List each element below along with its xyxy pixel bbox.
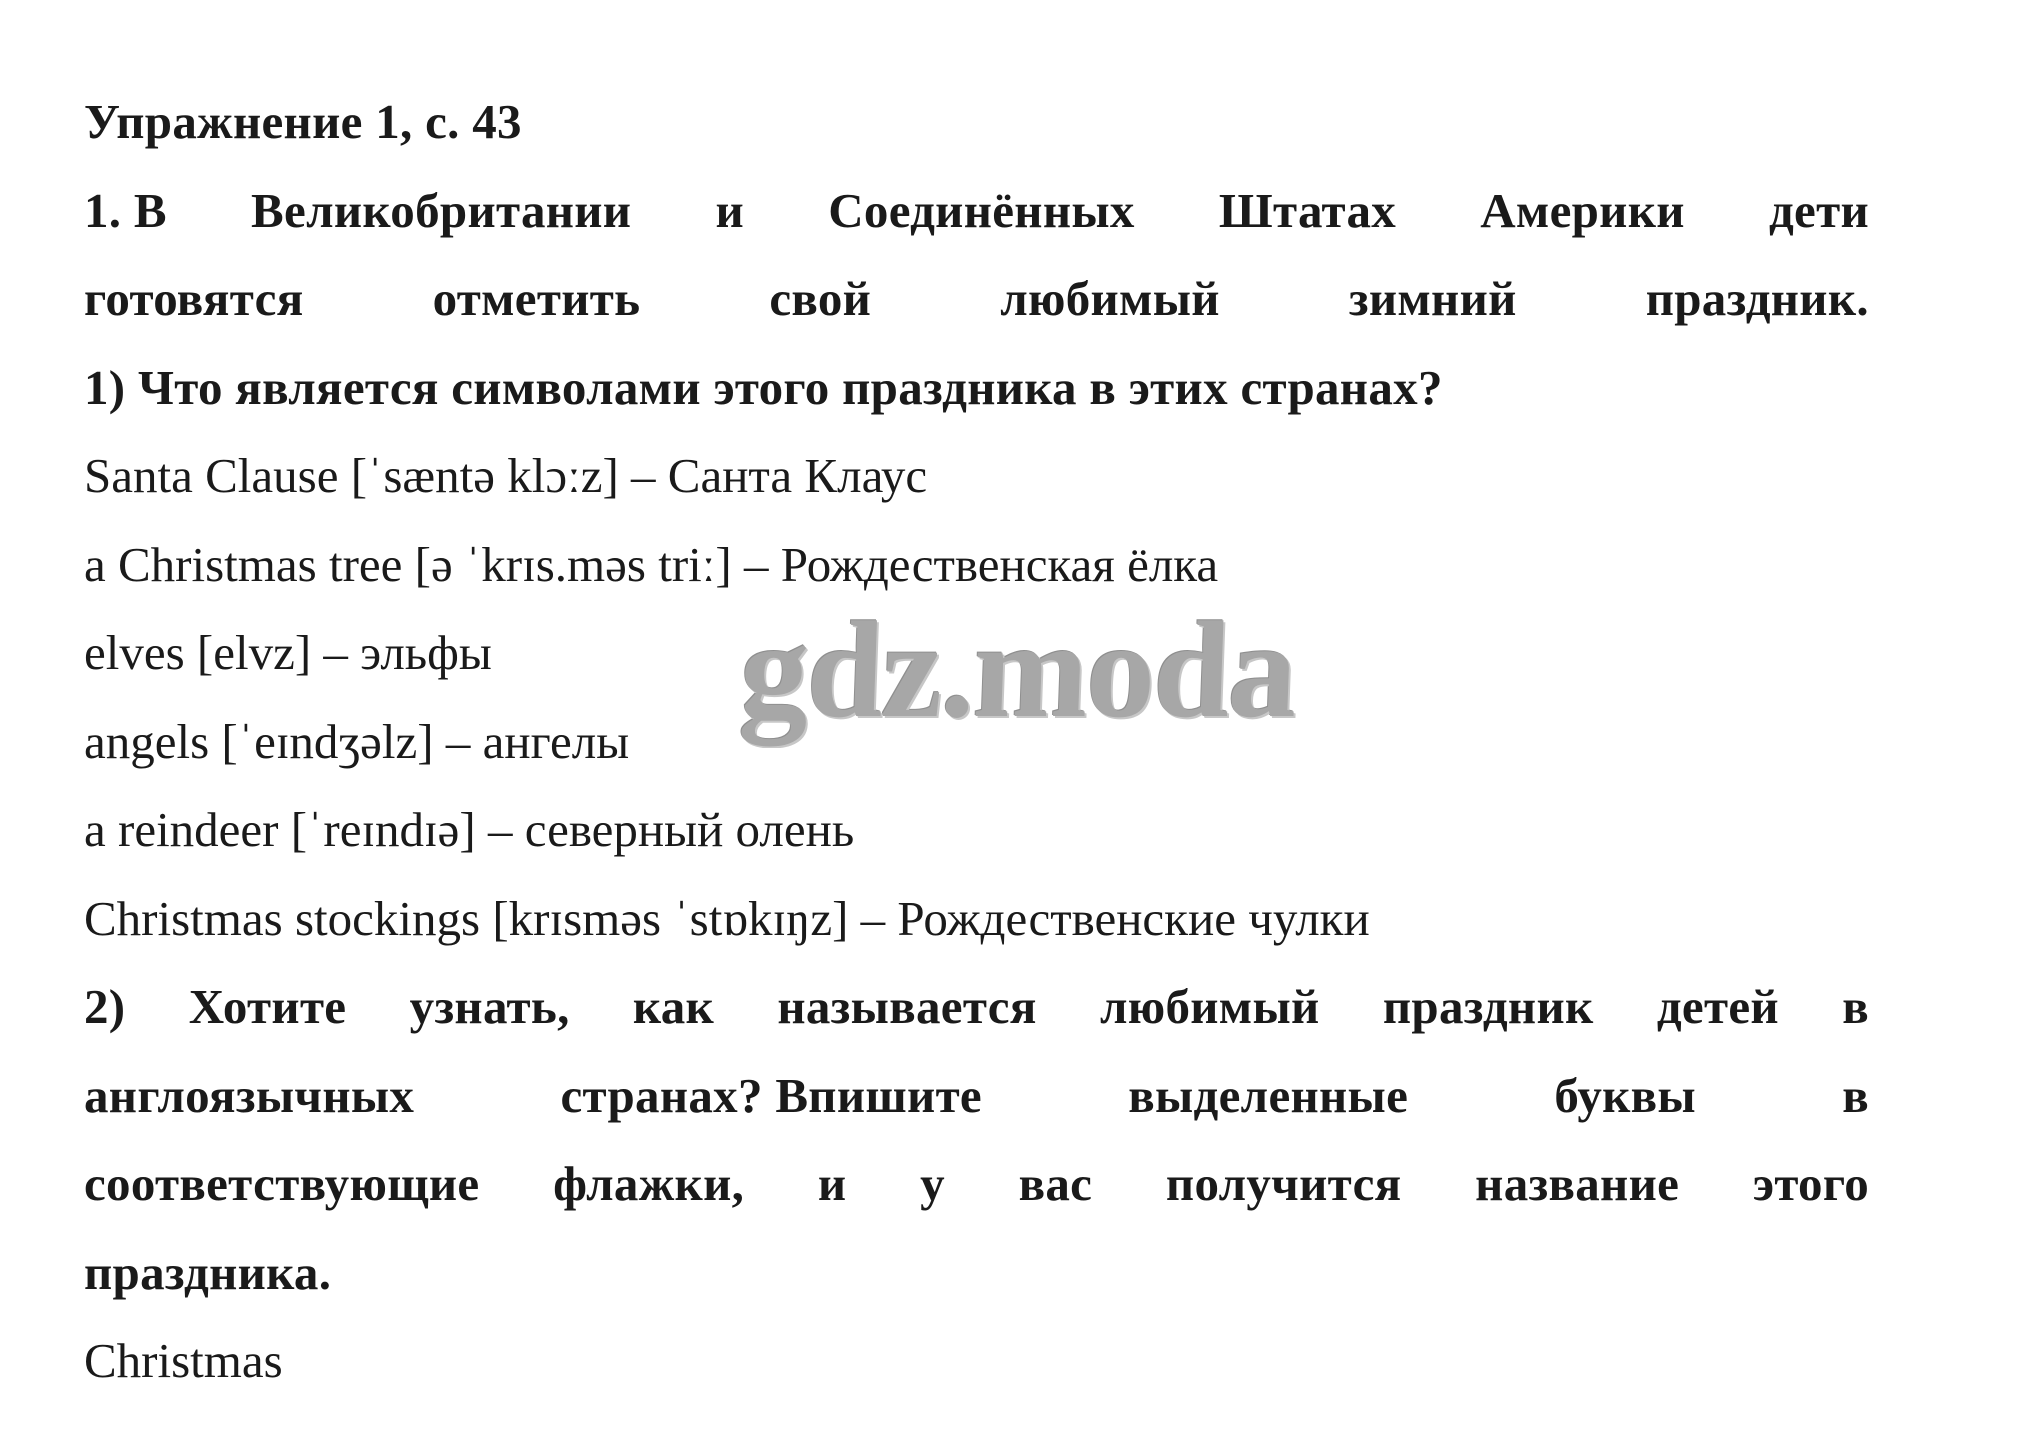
- question-1: 1) Что является символами этого праздника в этих странах?: [84, 359, 1443, 415]
- question-2-word: праздник: [1382, 979, 1594, 1034]
- question-2-word: в: [1842, 1067, 1869, 1123]
- intro-word: Штатах: [1218, 182, 1397, 238]
- intro-word: свой: [769, 271, 872, 326]
- intro-word: и: [715, 182, 745, 238]
- intro-word: отметить: [432, 271, 641, 326]
- vocabulary-item: angels [ˈeɪndʒəlz] – ангелы: [84, 713, 630, 769]
- vocabulary-item: Christmas stockings [krɪsməs ˈstɒkɪŋz] – Рождественские чулки: [84, 890, 1370, 946]
- question-2-word: странах? Впишите: [560, 1067, 982, 1123]
- question-2-word: узнать,: [409, 979, 570, 1034]
- question-2-word: у: [920, 1156, 945, 1211]
- question-2-word: флажки,: [553, 1156, 745, 1211]
- question-2-word: название: [1475, 1156, 1680, 1211]
- intro-word: Великобритании: [251, 182, 632, 238]
- question-2-word: любимый: [1099, 979, 1320, 1034]
- watermark: gdz.moda: [737, 593, 1298, 746]
- question-2-word: выделенные: [1128, 1067, 1409, 1123]
- question-2-line-2: [84, 1052, 1869, 1141]
- intro-word: дети: [1768, 182, 1869, 238]
- exercise-title: Упражнение 1, с. 43: [84, 94, 522, 149]
- intro-word: Америки: [1480, 182, 1685, 238]
- question-2-word: детей: [1656, 979, 1779, 1034]
- intro-word: зимний: [1348, 271, 1517, 326]
- question-2-line-4: праздника.: [84, 1244, 332, 1300]
- question-2-word: и: [817, 1156, 847, 1211]
- intro-word: праздник.: [1645, 271, 1869, 326]
- question-2-word: как: [632, 979, 715, 1034]
- intro-word: любимый: [1000, 271, 1220, 326]
- intro-word: готовятся: [84, 271, 304, 326]
- question-2-line-1: [84, 963, 1869, 1052]
- intro-word: 1. В: [84, 182, 167, 238]
- intro-line-1: [84, 167, 1869, 256]
- question-2-word: буквы: [1554, 1067, 1696, 1123]
- intro-word: Соединённых: [828, 182, 1135, 238]
- question-2-word: 2): [84, 979, 126, 1034]
- intro-line-2: [84, 255, 1869, 344]
- question-2-line-3: [84, 1140, 1869, 1229]
- question-2-word: англоязычных: [84, 1067, 415, 1123]
- question-2-word: в: [1842, 979, 1869, 1034]
- vocabulary-item: a Christmas tree [ə ˈkrɪs.məs triː] – Рождественская ёлка: [84, 536, 1219, 592]
- question-2-word: называется: [777, 979, 1037, 1034]
- question-2-word: этого: [1752, 1156, 1869, 1211]
- question-2-word: вас: [1018, 1156, 1093, 1211]
- question-2-word: получится: [1165, 1156, 1402, 1211]
- question-2-word: соответствующие: [84, 1156, 480, 1211]
- question-2-word: Хотите: [188, 979, 347, 1034]
- vocabulary-item: elves [elvz] – эльфы: [84, 625, 492, 680]
- vocabulary-item: Santa Clause [ˈsæntə klɔːz] – Санта Клаус: [84, 448, 928, 503]
- vocabulary-item: a reindeer [ˈreɪndɪə] – северный олень: [84, 802, 855, 857]
- answer-text: Christmas: [84, 1333, 283, 1388]
